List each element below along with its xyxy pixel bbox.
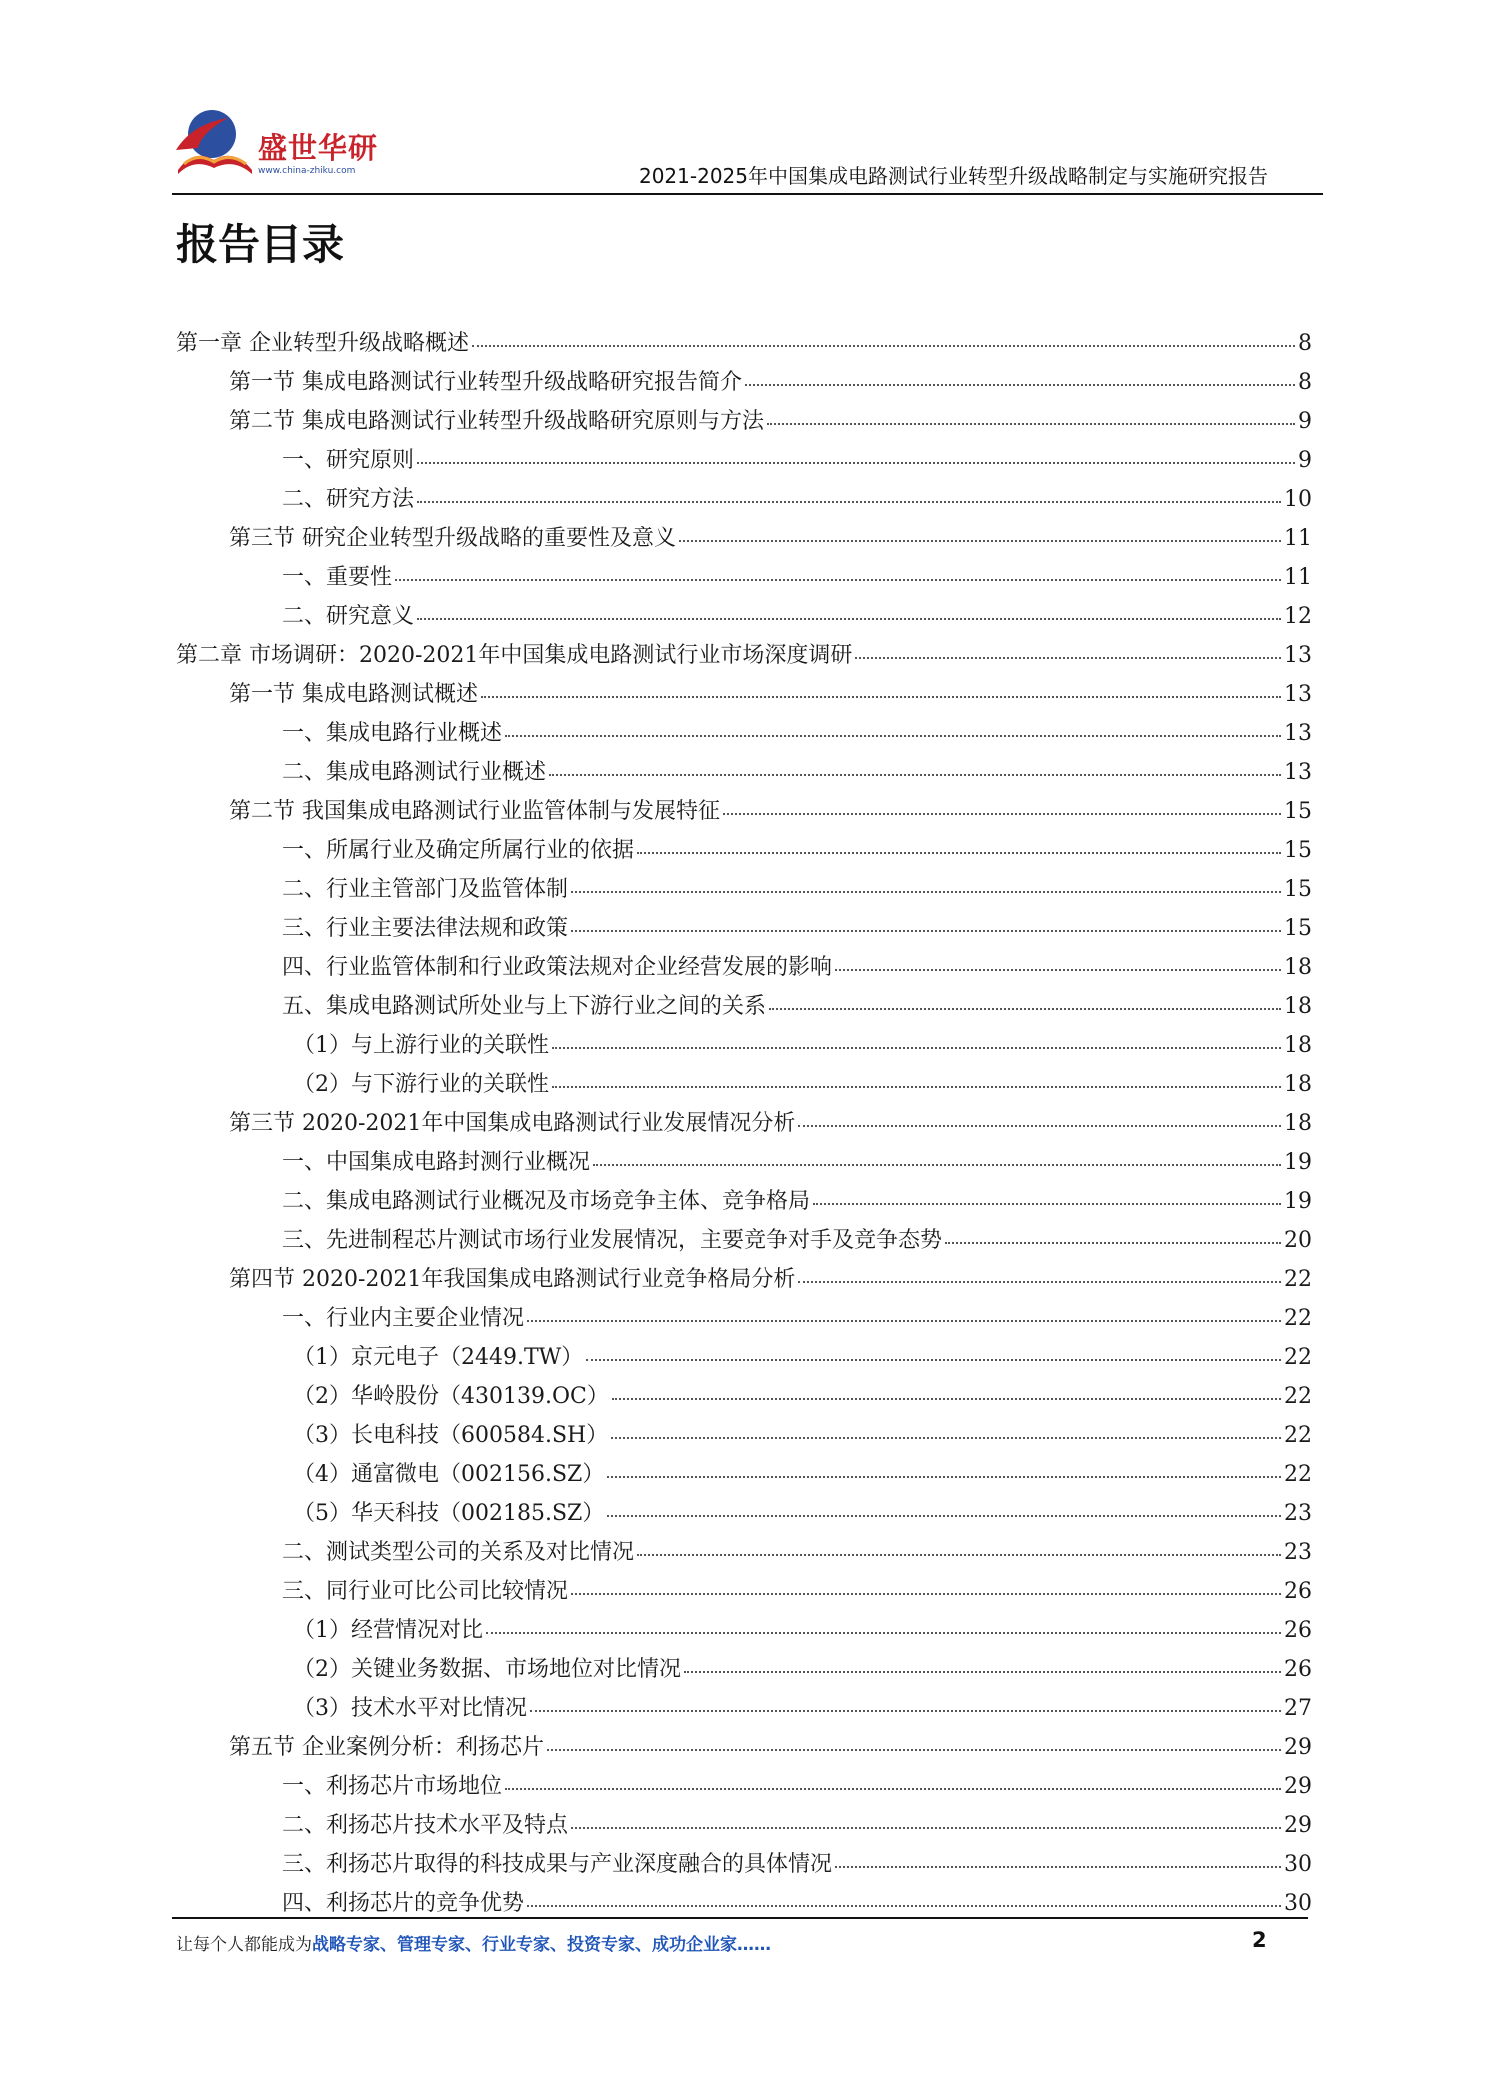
toc-entry[interactable] xyxy=(176,404,1312,443)
toc-entry-title: （1）经营情况对比 xyxy=(293,1618,483,1643)
page-title: 报告目录 xyxy=(176,220,345,269)
toc-entry[interactable] xyxy=(176,1535,1312,1574)
toc-entry-page: 29 xyxy=(1284,1813,1312,1838)
toc-dot-leader xyxy=(637,852,1281,854)
toc-entry[interactable] xyxy=(176,326,1312,365)
toc-dot-leader xyxy=(607,1476,1281,1478)
toc-entry-page: 30 xyxy=(1284,1891,1312,1916)
toc-entry[interactable] xyxy=(176,833,1312,872)
slogan-highlight: 战略专家、管理专家、行业专家、投资专家、成功企业家…… xyxy=(312,1935,771,1955)
toc-dot-leader xyxy=(611,1437,1281,1439)
book-swoosh-logo-icon xyxy=(172,104,258,184)
toc-dot-leader xyxy=(679,540,1281,542)
toc-entry-title: 四、利扬芯片的竞争优势 xyxy=(282,1891,525,1916)
toc-dot-leader xyxy=(571,1593,1281,1595)
toc-entry-title: 二、行业主管部门及监管体制 xyxy=(282,877,569,902)
toc-dot-leader xyxy=(549,774,1281,776)
company-logo xyxy=(172,104,382,184)
toc-entry-page: 22 xyxy=(1284,1423,1312,1448)
toc-entry-title: 第四节 2020-2021年我国集成电路测试行业竞争格局分析 xyxy=(229,1267,796,1292)
header-divider xyxy=(172,193,1323,195)
logo-url: www.china-zhiku.com xyxy=(258,166,356,176)
toc-entry[interactable] xyxy=(176,989,1312,1028)
toc-entry-title: （1）与上游行业的关联性 xyxy=(293,1033,549,1058)
toc-dot-leader xyxy=(607,1515,1281,1517)
toc-entry-page: 10 xyxy=(1284,487,1312,512)
toc-entry[interactable] xyxy=(176,1184,1312,1223)
toc-entry-page: 15 xyxy=(1284,877,1312,902)
footer-slogan xyxy=(176,1930,771,1955)
toc-entry[interactable] xyxy=(176,560,1312,599)
toc-entry[interactable] xyxy=(176,1652,1312,1691)
toc-entry-title: 第二节 集成电路测试行业转型升级战略研究原则与方法 xyxy=(229,409,764,434)
table-of-contents xyxy=(176,326,1312,1925)
toc-entry-title: 四、行业监管体制和行业政策法规对企业经营发展的影响 xyxy=(282,955,833,980)
toc-entry-page: 18 xyxy=(1284,955,1312,980)
toc-dot-leader xyxy=(417,501,1281,503)
toc-entry-title: 五、集成电路测试所处业与上下游行业之间的关系 xyxy=(282,994,767,1019)
toc-entry-title: （2）与下游行业的关联性 xyxy=(293,1072,549,1097)
toc-entry-title: 一、研究原则 xyxy=(282,448,415,473)
toc-entry-title: 一、重要性 xyxy=(282,565,393,590)
toc-dot-leader xyxy=(571,930,1281,932)
toc-dot-leader xyxy=(593,1164,1281,1166)
toc-dot-leader xyxy=(527,1905,1281,1907)
toc-entry[interactable] xyxy=(176,521,1312,560)
toc-entry-page: 26 xyxy=(1284,1657,1312,1682)
toc-entry-page: 9 xyxy=(1298,409,1312,434)
toc-entry-title: 第二章 市场调研：2020-2021年中国集成电路测试行业市场深度调研 xyxy=(176,643,853,668)
toc-dot-leader xyxy=(723,813,1281,815)
toc-dot-leader xyxy=(813,1203,1281,1205)
toc-entry-page: 13 xyxy=(1284,721,1312,746)
toc-entry-title: （3）技术水平对比情况 xyxy=(293,1696,527,1721)
toc-entry[interactable] xyxy=(176,1106,1312,1145)
toc-entry-title: 第三节 研究企业转型升级战略的重要性及意义 xyxy=(229,526,676,551)
toc-entry-page: 26 xyxy=(1284,1618,1312,1643)
toc-entry-page: 18 xyxy=(1284,994,1312,1019)
toc-entry-title: 二、研究方法 xyxy=(282,487,415,512)
toc-entry-page: 18 xyxy=(1284,1072,1312,1097)
toc-entry[interactable] xyxy=(176,872,1312,911)
toc-entry-title: 第一节 集成电路测试行业转型升级战略研究报告简介 xyxy=(229,370,742,395)
toc-dot-leader xyxy=(684,1671,1281,1673)
toc-dot-leader xyxy=(530,1710,1281,1712)
toc-entry[interactable] xyxy=(176,1730,1312,1769)
toc-entry-page: 19 xyxy=(1284,1150,1312,1175)
toc-entry-page: 18 xyxy=(1284,1111,1312,1136)
toc-dot-leader xyxy=(835,1866,1281,1868)
toc-entry-page: 11 xyxy=(1284,526,1312,551)
toc-entry-page: 22 xyxy=(1284,1267,1312,1292)
toc-entry[interactable] xyxy=(176,638,1312,677)
toc-entry-page: 27 xyxy=(1284,1696,1312,1721)
toc-entry[interactable] xyxy=(176,1223,1312,1262)
toc-dot-leader xyxy=(798,1281,1281,1283)
toc-dot-leader xyxy=(835,969,1281,971)
toc-entry-page: 12 xyxy=(1284,604,1312,629)
toc-entry-page: 13 xyxy=(1284,643,1312,668)
toc-entry-title: 一、行业内主要企业情况 xyxy=(282,1306,525,1331)
toc-entry-page: 20 xyxy=(1284,1228,1312,1253)
toc-entry-title: 第二节 我国集成电路测试行业监管体制与发展特征 xyxy=(229,799,720,824)
toc-entry[interactable] xyxy=(176,1808,1312,1847)
toc-entry[interactable] xyxy=(176,443,1312,482)
toc-entry-title: （5）华天科技（002185.SZ） xyxy=(293,1501,605,1526)
toc-entry-page: 9 xyxy=(1298,448,1312,473)
toc-entry-page: 15 xyxy=(1284,916,1312,941)
toc-entry-page: 8 xyxy=(1298,331,1312,356)
toc-entry[interactable] xyxy=(176,1262,1312,1301)
toc-entry-page: 15 xyxy=(1284,799,1312,824)
report-title: 2021-2025年中国集成电路测试行业转型升级战略制定与实施研究报告 xyxy=(638,164,1268,188)
toc-entry-page: 11 xyxy=(1284,565,1312,590)
toc-dot-leader xyxy=(552,1047,1281,1049)
toc-entry-title: 一、中国集成电路封测行业概况 xyxy=(282,1150,591,1175)
toc-entry[interactable] xyxy=(176,1613,1312,1652)
toc-entry-page: 8 xyxy=(1298,370,1312,395)
toc-entry-title: 二、利扬芯片技术水平及特点 xyxy=(282,1813,569,1838)
toc-dot-leader xyxy=(612,1398,1281,1400)
toc-entry-title: （3）长电科技（600584.SH） xyxy=(293,1423,609,1448)
toc-entry-title: （2）华岭股份（430139.OC） xyxy=(293,1384,609,1409)
toc-entry-page: 22 xyxy=(1284,1462,1312,1487)
toc-dot-leader xyxy=(505,1788,1281,1790)
toc-entry-page: 29 xyxy=(1284,1735,1312,1760)
toc-entry[interactable] xyxy=(176,482,1312,521)
toc-entry-title: 一、所属行业及确定所属行业的依据 xyxy=(282,838,635,863)
toc-entry[interactable] xyxy=(176,1067,1312,1106)
toc-entry-title: （4）通富微电（002156.SZ） xyxy=(293,1462,605,1487)
toc-entry-title: 第一节 集成电路测试概述 xyxy=(229,682,478,707)
toc-entry[interactable] xyxy=(176,365,1312,404)
toc-entry-title: 第五节 企业案例分析：利扬芯片 xyxy=(229,1735,544,1760)
toc-dot-leader xyxy=(552,1086,1281,1088)
toc-entry[interactable] xyxy=(176,1769,1312,1808)
toc-entry-title: 二、测试类型公司的关系及对比情况 xyxy=(282,1540,635,1565)
toc-entry-page: 19 xyxy=(1284,1189,1312,1214)
toc-entry-page: 26 xyxy=(1284,1579,1312,1604)
toc-dot-leader xyxy=(586,1359,1281,1361)
toc-entry[interactable] xyxy=(176,1418,1312,1457)
toc-entry[interactable] xyxy=(176,1886,1312,1925)
toc-entry[interactable] xyxy=(176,1847,1312,1886)
toc-entry[interactable] xyxy=(176,1145,1312,1184)
toc-entry-page: 15 xyxy=(1284,838,1312,863)
toc-entry[interactable] xyxy=(176,950,1312,989)
toc-entry-title: 三、利扬芯片取得的科技成果与产业深度融合的具体情况 xyxy=(282,1852,833,1877)
toc-entry-title: 一、集成电路行业概述 xyxy=(282,721,503,746)
toc-entry-title: 二、集成电路测试行业概述 xyxy=(282,760,547,785)
footer-divider xyxy=(172,1917,1308,1919)
toc-entry[interactable] xyxy=(176,1379,1312,1418)
toc-entry-title: 二、集成电路测试行业概况及市场竞争主体、竞争格局 xyxy=(282,1189,811,1214)
toc-entry-title: 三、先进制程芯片测试市场行业发展情况，主要竞争对手及竞争态势 xyxy=(282,1228,943,1253)
toc-entry[interactable] xyxy=(176,1457,1312,1496)
toc-entry[interactable] xyxy=(176,911,1312,950)
toc-entry-page: 22 xyxy=(1284,1306,1312,1331)
toc-entry-title: 三、同行业可比公司比较情况 xyxy=(282,1579,569,1604)
toc-entry-page: 13 xyxy=(1284,682,1312,707)
toc-entry[interactable] xyxy=(176,1496,1312,1535)
toc-dot-leader xyxy=(486,1632,1281,1634)
toc-entry[interactable] xyxy=(176,1340,1312,1379)
toc-entry[interactable] xyxy=(176,677,1312,716)
toc-dot-leader xyxy=(481,696,1281,698)
toc-entry-title: 二、研究意义 xyxy=(282,604,415,629)
toc-entry-page: 29 xyxy=(1284,1774,1312,1799)
toc-dot-leader xyxy=(547,1749,1281,1751)
toc-entry[interactable] xyxy=(176,716,1312,755)
toc-entry[interactable] xyxy=(176,755,1312,794)
toc-entry-page: 30 xyxy=(1284,1852,1312,1877)
toc-dot-leader xyxy=(472,345,1295,347)
toc-entry-page: 13 xyxy=(1284,760,1312,785)
toc-entry-title: （2）关键业务数据、市场地位对比情况 xyxy=(293,1657,681,1682)
toc-dot-leader xyxy=(571,1827,1281,1829)
logo-name: 盛世华研 xyxy=(258,131,379,165)
toc-entry-page: 23 xyxy=(1284,1501,1312,1526)
toc-dot-leader xyxy=(798,1125,1281,1127)
toc-dot-leader xyxy=(417,618,1281,620)
toc-entry[interactable] xyxy=(176,599,1312,638)
toc-entry[interactable] xyxy=(176,1028,1312,1067)
toc-dot-leader xyxy=(527,1320,1281,1322)
toc-entry[interactable] xyxy=(176,1574,1312,1613)
page-number: 2 xyxy=(1252,1928,1267,1952)
toc-entry-page: 22 xyxy=(1284,1384,1312,1409)
toc-entry-page: 22 xyxy=(1284,1345,1312,1370)
toc-entry-title: 三、行业主要法律法规和政策 xyxy=(282,916,569,941)
toc-dot-leader xyxy=(417,462,1295,464)
toc-dot-leader xyxy=(767,423,1295,425)
toc-dot-leader xyxy=(945,1242,1281,1244)
toc-dot-leader xyxy=(395,579,1281,581)
toc-dot-leader xyxy=(505,735,1281,737)
toc-dot-leader xyxy=(571,891,1281,893)
toc-entry-title: 一、利扬芯片市场地位 xyxy=(282,1774,503,1799)
toc-entry[interactable] xyxy=(176,1301,1312,1340)
toc-dot-leader xyxy=(637,1554,1281,1556)
toc-entry[interactable] xyxy=(176,794,1312,833)
toc-dot-leader xyxy=(769,1008,1281,1010)
toc-entry-title: 第三节 2020-2021年中国集成电路测试行业发展情况分析 xyxy=(229,1111,796,1136)
toc-entry-title: （1）京元电子（2449.TW） xyxy=(293,1345,584,1370)
toc-entry-title: 第一章 企业转型升级战略概述 xyxy=(176,331,469,356)
toc-entry-page: 23 xyxy=(1284,1540,1312,1565)
slogan-prefix: 让每个人都能成为 xyxy=(176,1935,312,1955)
toc-dot-leader xyxy=(745,384,1295,386)
toc-entry-page: 18 xyxy=(1284,1033,1312,1058)
toc-dot-leader xyxy=(855,657,1281,659)
toc-entry[interactable] xyxy=(176,1691,1312,1730)
